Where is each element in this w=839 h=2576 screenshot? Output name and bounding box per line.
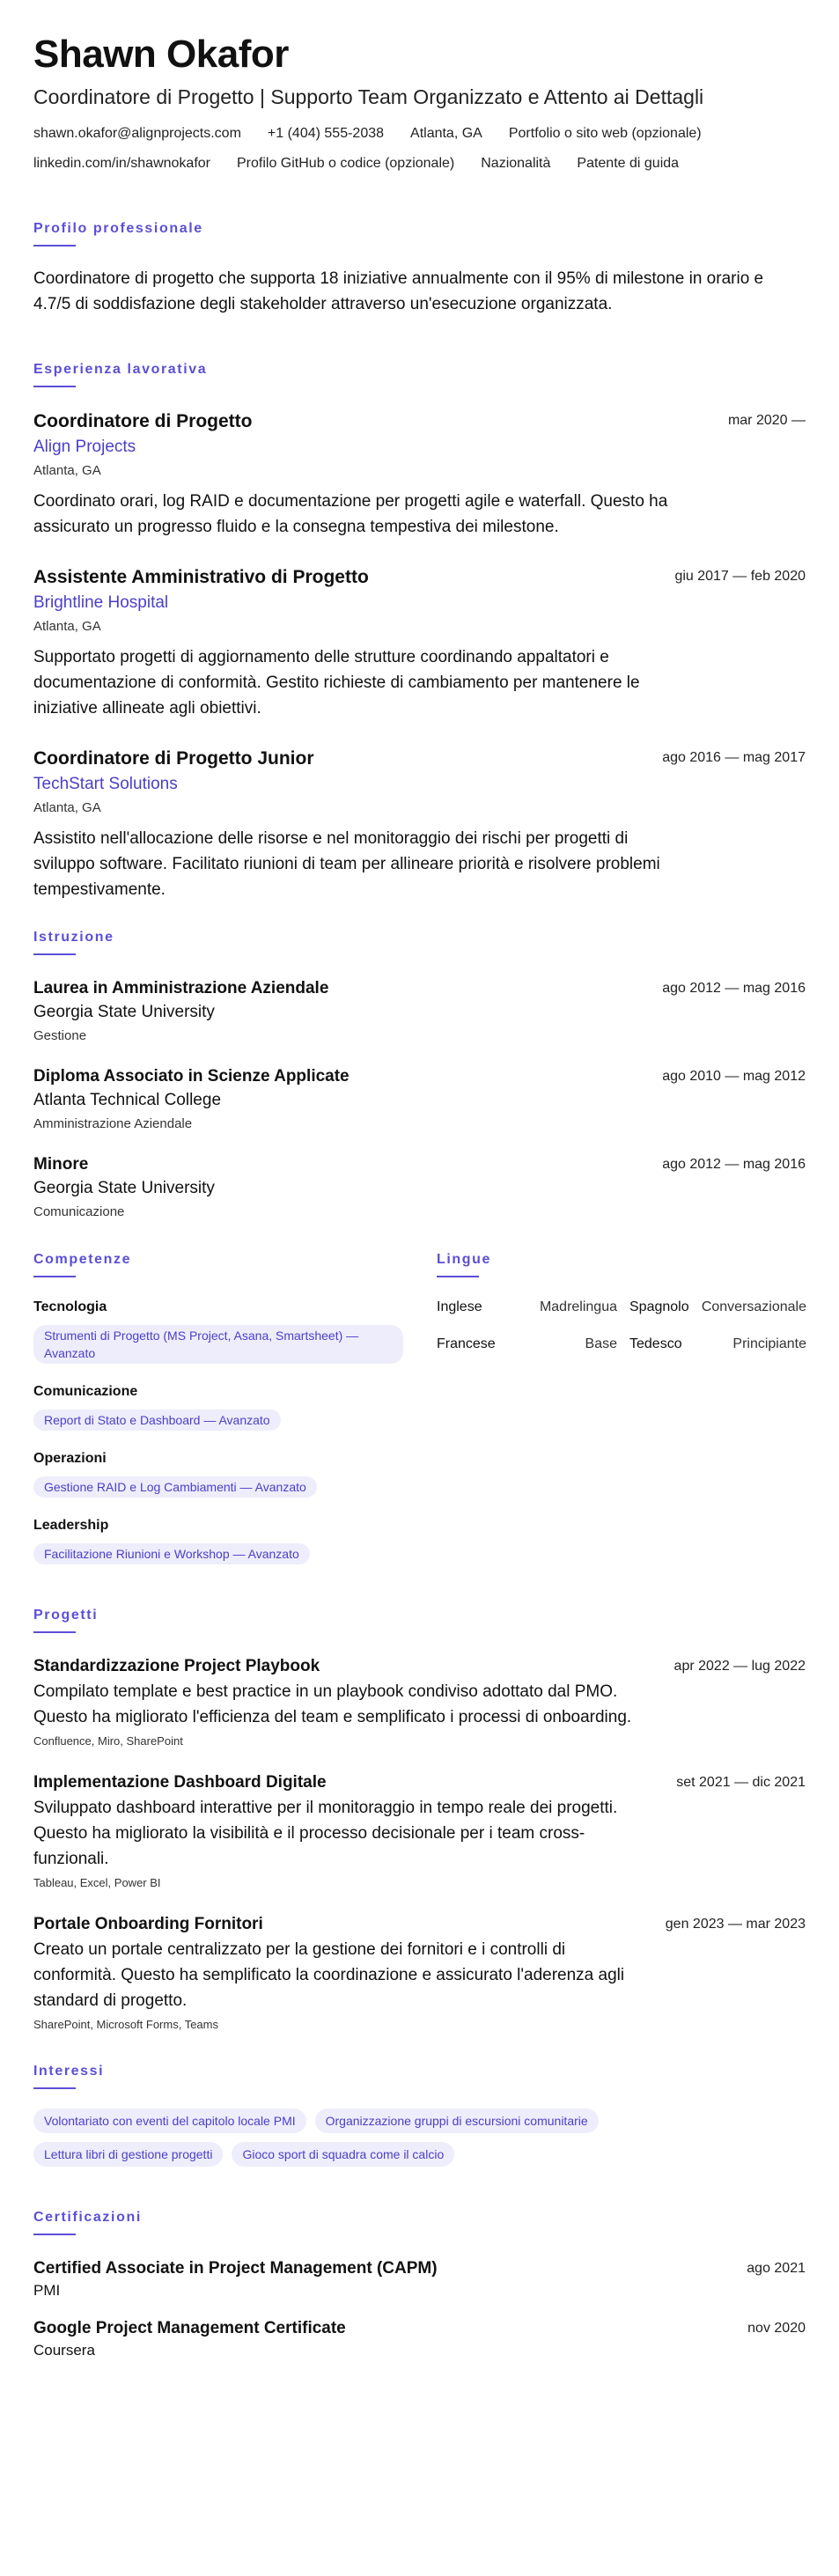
- education-item: [33, 1154, 806, 1221]
- education-section: [33, 929, 806, 1221]
- project-description: Compilato template e best practice in un playbook condiviso adottato dal PMO. Questo ha migliorato l'efficienza del team e semplificato i processi di onboarding.: [33, 1682, 632, 1726]
- project-tech: SharePoint, Microsoft Forms, Teams: [33, 2018, 218, 2031]
- interests-list: [33, 2109, 703, 2167]
- skill-chip: Strumenti di Progetto (MS Project, Asana, Smartsheet) — Avanzato: [33, 1325, 403, 1364]
- skills-section: [33, 1251, 403, 1564]
- certification-name: Google Project Management Certificate: [33, 2319, 346, 2337]
- contact-row-1: [33, 125, 806, 143]
- projects-section: [33, 1607, 806, 2033]
- contact-nationality: Nazionalità: [481, 156, 551, 171]
- section-divider: [33, 1631, 76, 1633]
- contact-portfolio[interactable]: Portfolio o sito web (opzionale): [508, 126, 702, 141]
- project-description: Creato un portale centralizzato per la gestione dei fornitori e i controlli di conformità. Questo ha semplificato la coordinazione e assicurato l'aderenza agli standard di progetto.: [33, 1940, 625, 2010]
- interest-chip: Lettura libri di gestione progetti: [33, 2142, 223, 2167]
- language-level: Madrelingua: [539, 1299, 617, 1314]
- section-divider: [33, 1276, 76, 1277]
- interest-chip: Gioco sport di squadra come il calcio: [232, 2142, 454, 2167]
- job-description: Supportato progetti di aggiornamento delle strutture coordinando appaltatori e documentazione di conformità. Gestito richieste di cambiamento per mantenere le iniziative allineate agli obiettivi.: [33, 648, 640, 718]
- experience-item: [33, 566, 806, 721]
- project-name: Standardizzazione Project Playbook: [33, 1657, 320, 1675]
- skill-category: Leadership: [33, 1518, 109, 1533]
- skill-chip: Facilitazione Riunioni e Workshop — Avanzato: [33, 1543, 310, 1564]
- section-title: Profilo professionale: [33, 221, 203, 236]
- contact-driving-license: Patente di guida: [577, 156, 680, 171]
- certification-issuer: PMI: [33, 2282, 61, 2299]
- contact-row-2: [33, 155, 806, 173]
- skill-category: Comunicazione: [33, 1384, 138, 1399]
- certification-date: ago 2021: [747, 2261, 806, 2276]
- candidate-name: Shawn Okafor: [33, 33, 289, 76]
- project-item: [33, 1772, 806, 1891]
- language-item: [617, 1336, 806, 1353]
- summary-text: Coordinatore di progetto che supporta 18 iniziative annualmente con il 95% di milestone in orario e 4.7/5 di soddisfazione degli stakeholder attraverso un'esecuzione organizzata.: [33, 269, 764, 313]
- language-level: Principiante: [732, 1336, 806, 1351]
- job-description: Assistito nell'allocazione delle risorse e nel monitoraggio dei rischi per progetti di sviluppo software. Facilitato riunioni di team per allineare priorità e risolvere problemi tempestivamente.: [33, 829, 660, 899]
- certification-issuer: Coursera: [33, 2342, 95, 2359]
- language-item: [617, 1299, 806, 1316]
- education-dates: ago 2010 — mag 2012: [662, 1069, 806, 1084]
- job-dates: mar 2020 —: [727, 413, 806, 428]
- skill-group: [33, 1517, 403, 1564]
- section-title: Competenze: [33, 1252, 132, 1267]
- certification-item: [33, 2318, 806, 2360]
- section-title: Esperienza lavorativa: [33, 362, 208, 377]
- section-title: Interessi: [33, 2064, 105, 2079]
- company-name: TechStart Solutions: [33, 775, 178, 793]
- education-item: [33, 978, 806, 1045]
- company-name: Brightline Hospital: [33, 593, 169, 612]
- section-divider: [437, 1276, 479, 1277]
- job-title: Assistente Amministrativo di Progetto: [33, 567, 369, 587]
- skill-group: [33, 1450, 403, 1498]
- summary-section: [33, 220, 806, 317]
- skills-languages-row: [33, 1251, 806, 1603]
- education-item: [33, 1066, 806, 1133]
- school-name: Georgia State University: [33, 1003, 215, 1021]
- school-name: Georgia State University: [33, 1179, 215, 1197]
- field-of-study: Comunicazione: [33, 1204, 125, 1219]
- project-dates: set 2021 — dic 2021: [676, 1775, 806, 1790]
- job-dates: ago 2016 — mag 2017: [662, 750, 806, 765]
- language-name: Tedesco: [629, 1336, 682, 1351]
- candidate-headline: Coordinatore di Progetto | Supporto Team Organizzato e Attento ai Dettagli: [33, 85, 704, 108]
- job-description: Coordinato orari, log RAID e documentazione per progetti agile e waterfall. Questo ha assicurato un progresso fluido e la consegna tempestiva dei milestone.: [33, 492, 668, 536]
- job-location: Atlanta, GA: [33, 619, 101, 634]
- job-title: Coordinatore di Progetto Junior: [33, 748, 314, 769]
- skill-group: [33, 1299, 403, 1364]
- field-of-study: Gestione: [33, 1028, 87, 1043]
- language-name: Francese: [437, 1336, 496, 1351]
- contact-github[interactable]: Profilo GitHub o codice (opzionale): [237, 156, 455, 171]
- project-name: Portale Onboarding Fornitori: [33, 1915, 263, 1933]
- project-item: [33, 1914, 806, 2033]
- project-item: [33, 1656, 806, 1749]
- project-tech: Confluence, Miro, SharePoint: [33, 1734, 183, 1748]
- language-level: Conversazionale: [701, 1299, 806, 1314]
- skill-category: Operazioni: [33, 1451, 107, 1466]
- section-divider: [33, 245, 76, 247]
- job-location: Atlanta, GA: [33, 463, 101, 478]
- language-item: [437, 1336, 617, 1353]
- interest-chip: Organizzazione gruppi di escursioni comunitarie: [315, 2109, 599, 2133]
- project-dates: apr 2022 — lug 2022: [673, 1659, 806, 1674]
- education-dates: ago 2012 — mag 2016: [662, 981, 806, 996]
- skill-chip: Gestione RAID e Log Cambiamenti — Avanzato: [33, 1476, 317, 1498]
- language-name: Inglese: [437, 1299, 482, 1314]
- section-title: Certificazioni: [33, 2210, 142, 2225]
- section-title: Lingue: [437, 1252, 492, 1267]
- job-title: Coordinatore di Progetto: [33, 411, 253, 431]
- experience-section: [33, 361, 806, 902]
- job-dates: giu 2017 — feb 2020: [674, 569, 806, 584]
- degree-name: Laurea in Amministrazione Aziendale: [33, 979, 329, 997]
- section-divider: [33, 2087, 76, 2089]
- skill-group: [33, 1383, 403, 1431]
- language-level: Base: [585, 1336, 617, 1351]
- certification-name: Certified Associate in Project Management (CAPM): [33, 2259, 438, 2278]
- experience-item: [33, 410, 806, 540]
- certifications-section: [33, 2209, 806, 2360]
- section-divider: [33, 2234, 76, 2235]
- languages-section: [437, 1251, 806, 1353]
- skill-category: Tecnologia: [33, 1299, 107, 1314]
- company-name: Align Projects: [33, 438, 136, 456]
- section-divider: [33, 386, 76, 387]
- school-name: Atlanta Technical College: [33, 1091, 222, 1109]
- contact-location: Atlanta, GA: [410, 126, 482, 141]
- section-divider: [33, 953, 76, 955]
- resume-header: [33, 33, 806, 173]
- interests-section: [33, 2063, 806, 2167]
- job-location: Atlanta, GA: [33, 800, 101, 815]
- field-of-study: Amministrazione Aziendale: [33, 1116, 193, 1131]
- skill-chip: Report di Stato e Dashboard — Avanzato: [33, 1409, 281, 1431]
- project-description: Sviluppato dashboard interattive per il monitoraggio in tempo reale dei progetti. Questo ha migliorato la visibilità e il processo decisionale per i team cross-funzionali.: [33, 1799, 618, 1868]
- experience-item: [33, 747, 806, 902]
- language-item: [437, 1299, 617, 1316]
- interest-chip: Volontariato con eventi del capitolo locale PMI: [33, 2109, 306, 2133]
- degree-name: Minore: [33, 1155, 89, 1174]
- project-dates: gen 2023 — mar 2023: [665, 1917, 806, 1932]
- project-name: Implementazione Dashboard Digitale: [33, 1773, 327, 1792]
- contact-linkedin[interactable]: linkedin.com/in/shawnokafor: [33, 156, 210, 171]
- project-tech: Tableau, Excel, Power BI: [33, 1876, 161, 1889]
- contact-phone[interactable]: +1 (404) 555-2038: [267, 126, 385, 141]
- certification-item: [33, 2258, 806, 2300]
- section-title: Istruzione: [33, 930, 114, 945]
- contact-email[interactable]: shawn.okafor@alignprojects.com: [33, 126, 241, 141]
- language-name: Spagnolo: [629, 1299, 689, 1314]
- languages-grid: [437, 1299, 806, 1353]
- certification-date: nov 2020: [747, 2321, 806, 2336]
- education-dates: ago 2012 — mag 2016: [662, 1157, 806, 1172]
- degree-name: Diploma Associato in Scienze Applicate: [33, 1067, 350, 1086]
- section-title: Progetti: [33, 1608, 99, 1623]
